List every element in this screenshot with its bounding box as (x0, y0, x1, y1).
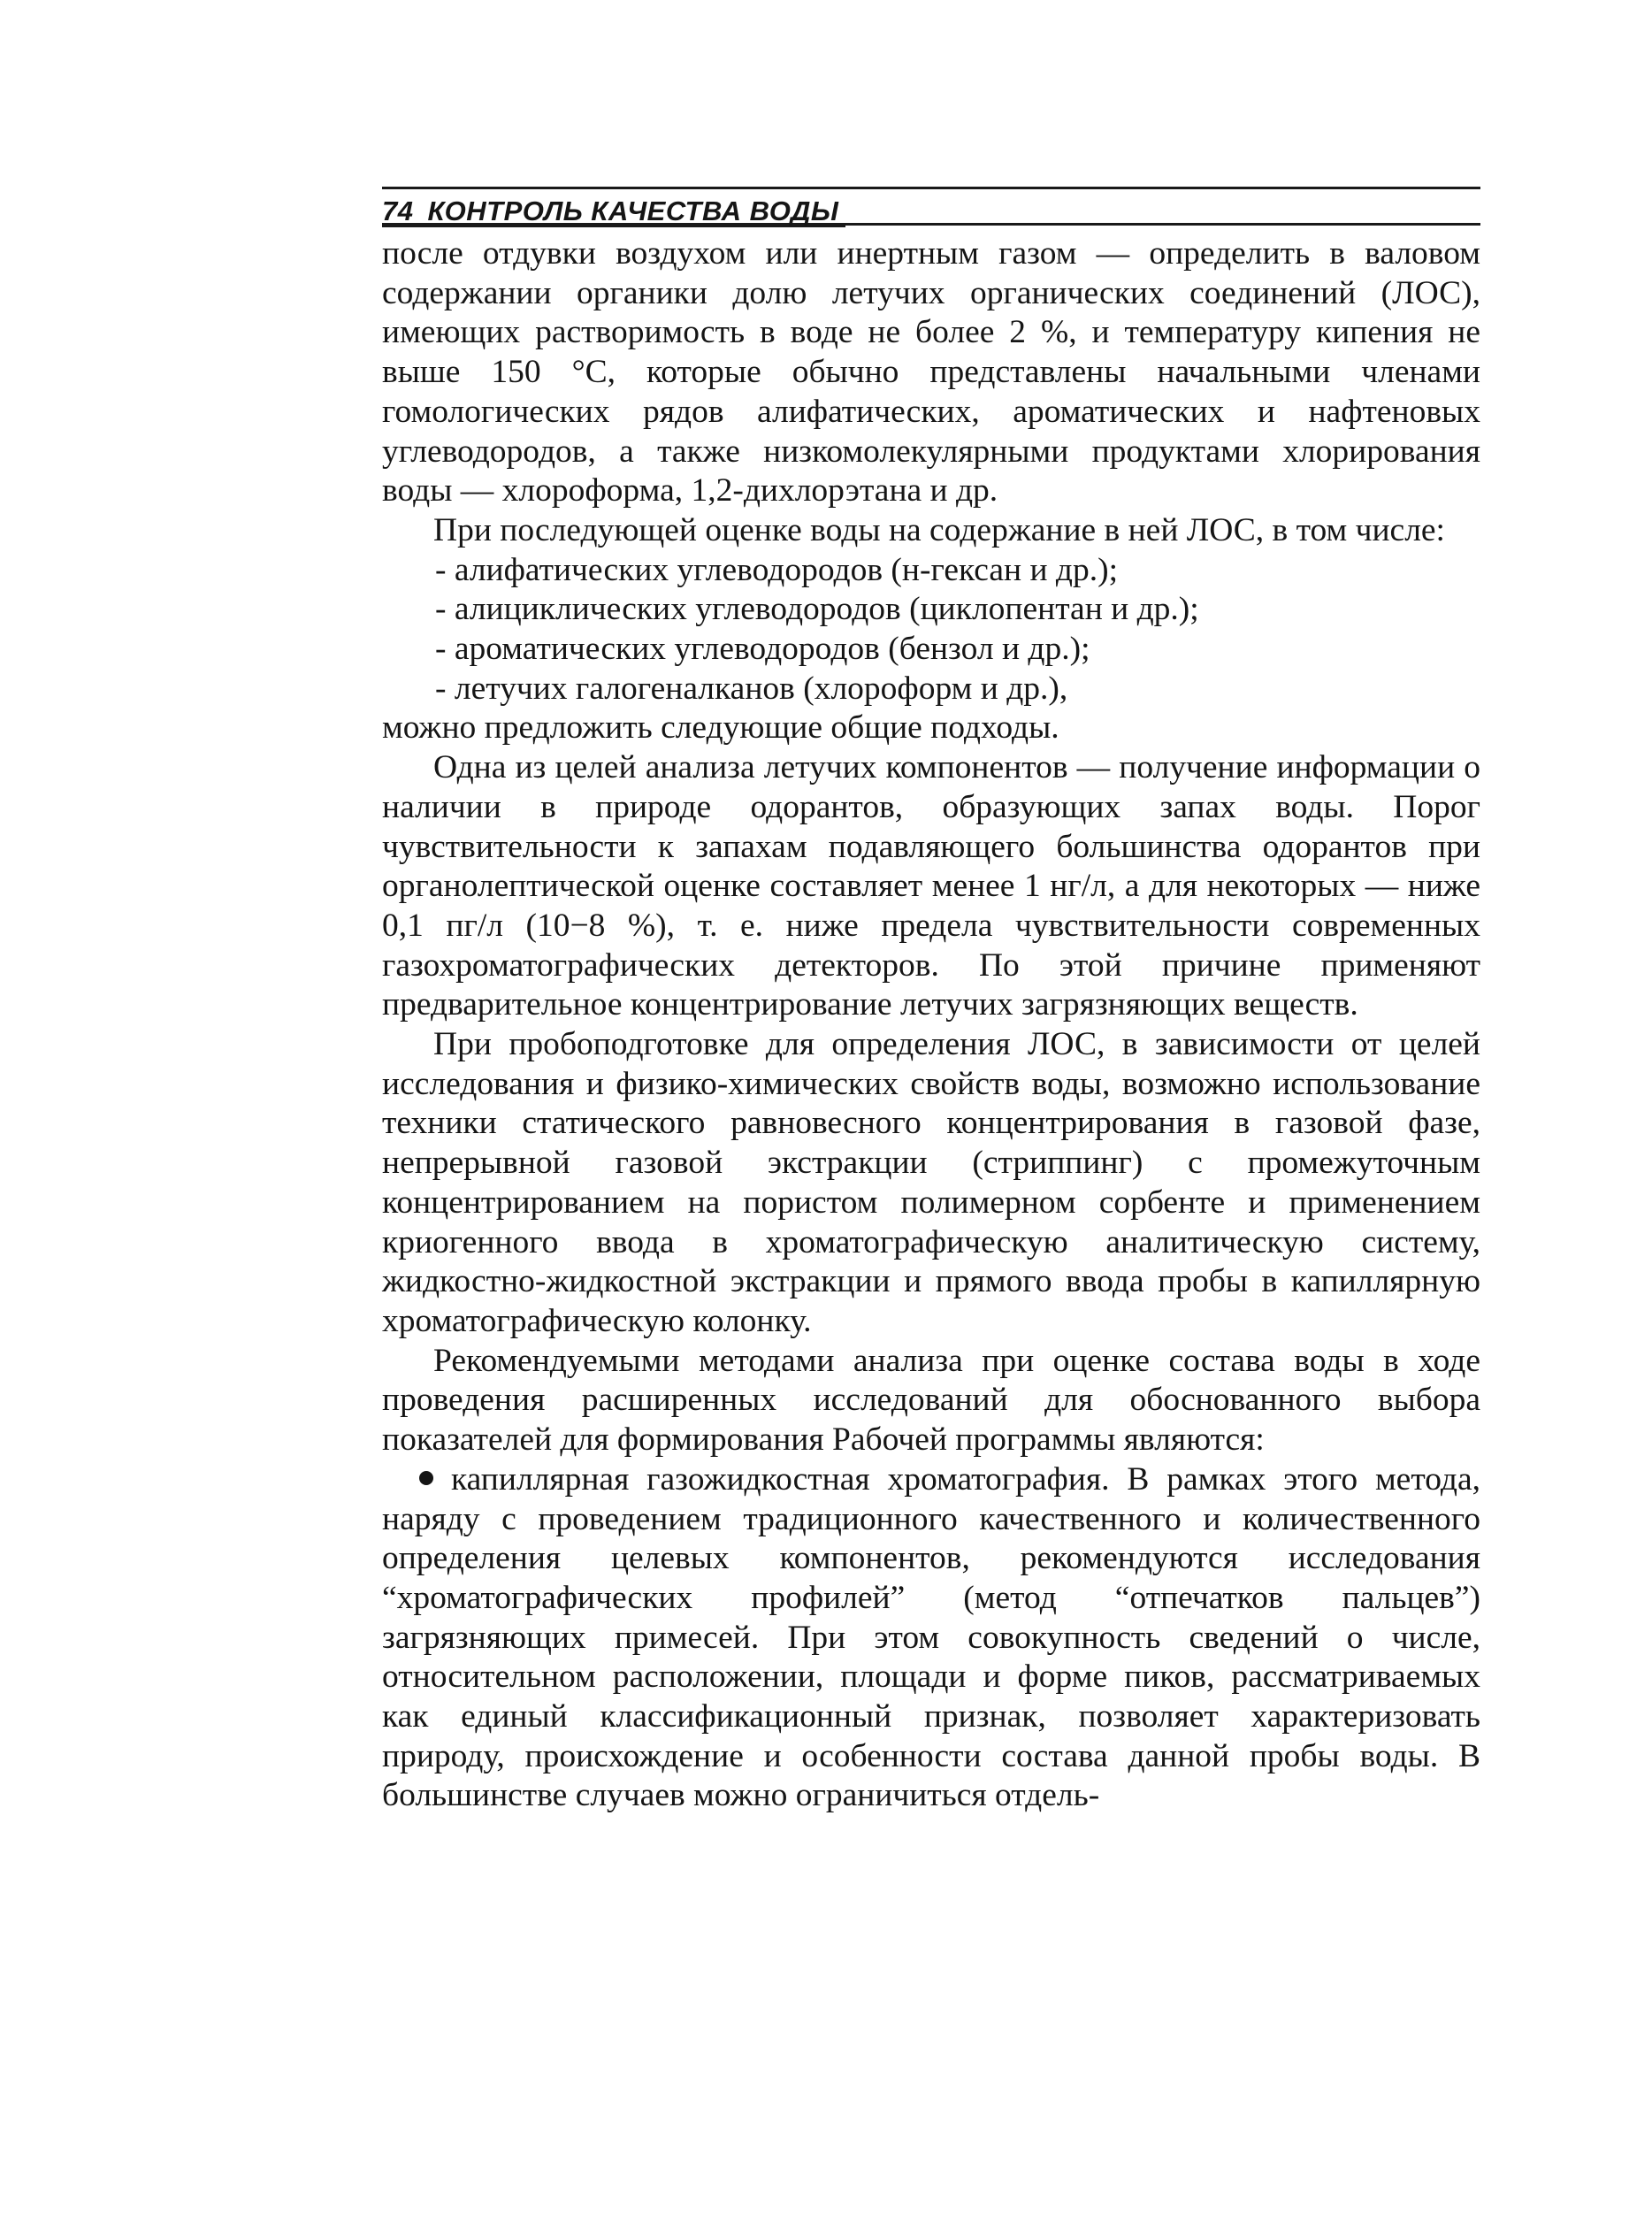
list-item: - летучих галогеналканов (хлороформ и др.), (435, 670, 1068, 707)
paragraph-3: можно предложить следующие общие подходы. (382, 709, 1059, 747)
list-item: - алициклических углеводородов (циклопентан и др.); (435, 591, 1199, 628)
bullet-paragraph (382, 1460, 1480, 1816)
list-item: - ароматических углеводородов (бензол и др.); (435, 631, 1090, 668)
paragraph-5: При пробоподготовке для определения ЛОС, в зависимости от целей исследования и физико-химических свойств воды, возможно использование техники статического равновесного концентрирования в газовой фазе, непрерывной газовой экстракции (стриппинг) с промежуточным концентрированием на пористом полимерном сорбенте и применением криогенного ввода в хроматографическую аналитическую систему, жидкостно-жидкостной экстракции и прямого ввода пробы в капиллярную хроматографическую колонку. (382, 1026, 1480, 1339)
page-body (382, 234, 1480, 1816)
bullet-text: капиллярная газожидкостная хроматография. В рамках этого метода, наряду с проведением традиционного качественного и количественного определения целевых компонентов, рекомендуются исследования “хроматографических профилей” (метод “отпечатков пальцев”) загрязняющих примесей. При этом совокупность сведений о числе, относительном расположении, площади и форме пиков, рассматриваемых как единый классификационный признак, позволяет характеризовать природу, происхождение и особенности состава данной пробы воды. В большинстве случаев можно ограничиться отдель- (382, 1460, 1480, 1814)
book-page (382, 183, 1480, 1816)
list-item: - алифатических углеводородов (н-гексан и др.); (435, 551, 1119, 588)
running-title: КОНТРОЛЬ КАЧЕСТВА ВОДЫ (427, 195, 839, 226)
running-header (382, 187, 1480, 226)
paragraph-1: после отдувки воздухом или инертным газом — определить в валовом содержании органики долю летучих органических соединений (ЛОС), имеющих растворимость в воде не более 2 %, и температуру кипения не выше 150 °С, которые обычно представлены начальными членами гомологических рядов алифатических, ароматических и нафтеновых углеводородов, а также низкомолекулярными продуктами хлорирования воды — хлороформа, 1,2-дихлорэтана и др. (382, 235, 1480, 509)
bullet-icon (419, 1471, 433, 1485)
paragraph-4: Одна из целей анализа летучих компонентов — получение информации о наличии в природе одорантов, образующих запах воды. Порог чувствительности к запахам подавляющего большинства одорантов при органолептической оценке составляет менее 1 нг/л, а для некоторых — ниже 0,1 пг/л (10−8 %), т. е. ниже предела чувствительности современных газохроматографических детекторов. По этой причине применяют предварительное концентрирование летучих загрязняющих веществ. (382, 749, 1480, 1023)
compound-list (382, 551, 1480, 709)
paragraph-6: Рекомендуемыми методами анализа при оценке состава воды в ходе проведения расширенных исследований для обоснованного выбора показателей для формирования Рабочей программы являются: (382, 1342, 1480, 1459)
running-header-text (382, 196, 845, 227)
page-number: 74 (382, 195, 414, 226)
paragraph-2: При последующей оценке воды на содержание в ней ЛОС, в том числе: (433, 511, 1445, 548)
